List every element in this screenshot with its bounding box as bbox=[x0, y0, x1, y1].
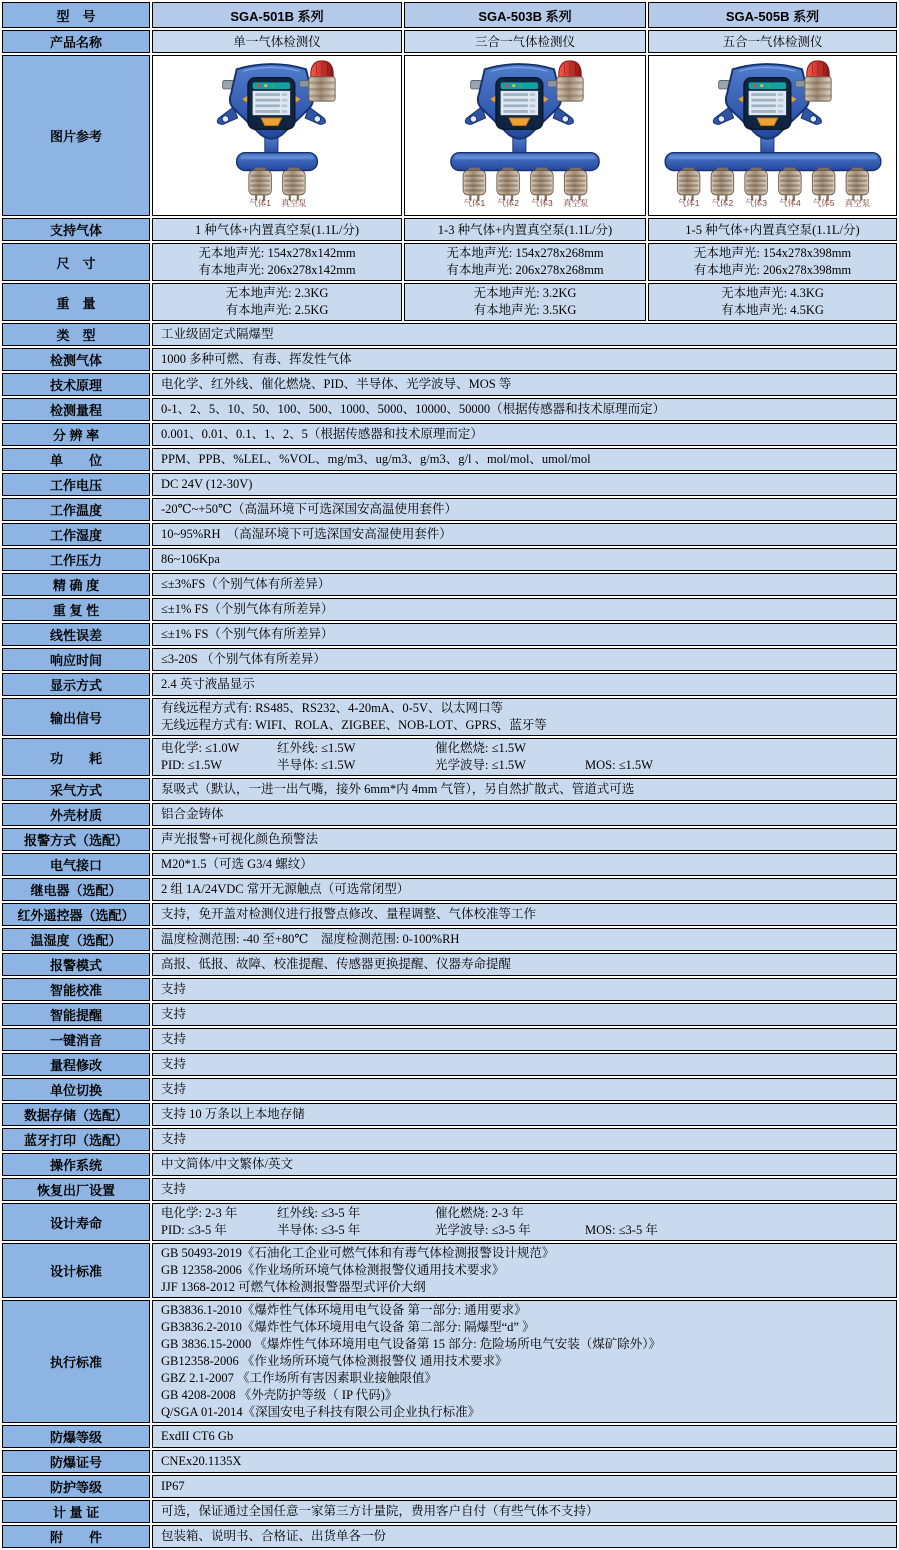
sensor-cylinder bbox=[711, 168, 734, 208]
sensor-label: 气体1 bbox=[463, 198, 486, 208]
value-segment bbox=[585, 740, 888, 757]
spec-row bbox=[2, 598, 897, 621]
weight-row bbox=[2, 283, 897, 321]
sensor-label: 真空泵 bbox=[281, 198, 307, 208]
image-reference-cell bbox=[152, 55, 402, 216]
value-segment: 光学波导: ≤3-5 年 bbox=[435, 1223, 531, 1237]
value-line: 0-1、2、5、10、50、100、500、1000、5000、10000、50000（根据传感器和技术原理而定） bbox=[161, 402, 666, 416]
spec-label-cell: 一键消音 bbox=[2, 1028, 150, 1051]
spec-label-cell: 继电器（选配） bbox=[2, 878, 150, 901]
size-row bbox=[2, 243, 897, 281]
spec-row bbox=[2, 673, 897, 696]
value-segment: MOS: ≤1.5W bbox=[585, 758, 653, 772]
sensor-cylinder bbox=[563, 168, 589, 208]
image-row-label: 图片参考 bbox=[2, 55, 150, 216]
device-illustration bbox=[658, 58, 888, 213]
spec-row bbox=[2, 803, 897, 826]
spec-value-cell bbox=[152, 473, 897, 496]
value-line: 有线远程方式有: RS485、RS232、4-20mA、0-5V、以太网口等 bbox=[161, 701, 504, 715]
sensor-label: 气体5 bbox=[812, 198, 834, 208]
value-line: 泵吸式（默认，一进一出气嘴，接外 6mm*内 4mm 气管），另自然扩散式、管道式可选 bbox=[161, 782, 635, 796]
spec-label-cell: 量程修改 bbox=[2, 1053, 150, 1076]
spec-row bbox=[2, 498, 897, 521]
spec-row bbox=[2, 373, 897, 396]
value-segment: 光学波导: ≤1.5W bbox=[435, 758, 526, 772]
spec-row bbox=[2, 853, 897, 876]
spec-value-cell bbox=[152, 673, 897, 696]
spec-label-cell: 报警模式 bbox=[2, 953, 150, 976]
gas-detector-illustration bbox=[410, 58, 640, 208]
product-name-cell: 五合一气体检测仪 bbox=[648, 30, 897, 53]
spec-value-cell bbox=[152, 803, 897, 826]
spec-value-cell bbox=[152, 953, 897, 976]
value-line: 无本地声光: 2.3KG bbox=[225, 286, 329, 300]
spec-value-cell bbox=[152, 498, 897, 521]
value-line: 支持 bbox=[161, 1082, 187, 1096]
spec-label-cell: 智能提醒 bbox=[2, 1003, 150, 1026]
weight-cell bbox=[152, 283, 402, 321]
spec-row bbox=[2, 1425, 897, 1448]
spec-label-cell: 检测量程 bbox=[2, 398, 150, 421]
spec-value-cell bbox=[152, 1028, 897, 1051]
spec-label-cell: 工作压力 bbox=[2, 548, 150, 571]
spec-value-cell bbox=[152, 1300, 897, 1423]
spec-label-cell: 线性误差 bbox=[2, 623, 150, 646]
value-line: M20*1.5（可选 G3/4 螺纹） bbox=[161, 857, 313, 871]
spec-value-cell bbox=[152, 1243, 897, 1298]
spec-label-cell: 单位切换 bbox=[2, 1078, 150, 1101]
value-line: 支持，免开盖对检测仪进行报警点修改、量程调整、气体校准等工作 bbox=[161, 907, 537, 921]
spec-label-cell: 工作电压 bbox=[2, 473, 150, 496]
spec-label-cell: 功 耗 bbox=[2, 738, 150, 776]
model-name-cell: SGA-503B 系列 bbox=[404, 2, 646, 28]
spec-row bbox=[2, 1300, 897, 1423]
spec-value-cell bbox=[152, 423, 897, 446]
spec-label-cell: 附 件 bbox=[2, 1525, 150, 1548]
spec-label-cell: 工作温度 bbox=[2, 498, 150, 521]
product-name-row bbox=[2, 30, 897, 53]
product-row-label: 产品名称 bbox=[2, 30, 150, 53]
spec-value-cell bbox=[152, 828, 897, 851]
value-line: ExdII CT6 Gb bbox=[161, 1429, 234, 1443]
spec-label-cell: 采气方式 bbox=[2, 778, 150, 801]
spec-label-cell: 蓝牙打印（选配） bbox=[2, 1128, 150, 1151]
value-segment: 催化燃烧: ≤1.5W bbox=[435, 741, 526, 755]
value-line: 有本地声光: 3.5KG bbox=[473, 303, 577, 317]
value-line: DC 24V (12-30V) bbox=[161, 477, 253, 491]
spec-value-cell bbox=[152, 1053, 897, 1076]
value-line: CNEx20.1135X bbox=[161, 1454, 242, 1468]
spec-label-cell: 响应时间 bbox=[2, 648, 150, 671]
value-line: 有本地声光: 206x278x142mm bbox=[198, 263, 356, 277]
sensor-label: 气体2 bbox=[497, 198, 519, 208]
manifold-highlight bbox=[455, 156, 596, 160]
spec-row bbox=[2, 448, 897, 471]
sensor-cylinder bbox=[677, 168, 700, 208]
spec-value-cell bbox=[152, 903, 897, 926]
spec-row bbox=[2, 1103, 897, 1126]
value-line: 无本地声光: 4.3KG bbox=[721, 286, 824, 300]
model-name-cell: SGA-501B 系列 bbox=[152, 2, 402, 28]
sensor-label: 气体1 bbox=[249, 198, 271, 208]
spec-label-cell: 设计寿命 bbox=[2, 1203, 150, 1241]
value-grid-line bbox=[161, 740, 888, 757]
spec-row bbox=[2, 1053, 897, 1076]
spec-value-cell bbox=[152, 738, 897, 776]
value-segment: 半导体: ≤1.5W bbox=[277, 758, 356, 772]
spec-row bbox=[2, 573, 897, 596]
spec-row bbox=[2, 1450, 897, 1473]
value-line: 2.4 英寸液晶显示 bbox=[161, 677, 255, 691]
value-line: 无本地声光: 154x278x142mm bbox=[198, 246, 356, 260]
value-line: 铝合金铸体 bbox=[161, 807, 224, 821]
spec-label-cell: 红外遥控器（选配） bbox=[2, 903, 150, 926]
value-line: 可选，保证通过全国任意一家第三方计量院，费用客户自付（有些气体不支持） bbox=[161, 1504, 599, 1518]
spec-value-cell bbox=[152, 1525, 897, 1548]
device-illustration bbox=[162, 58, 392, 213]
spec-value-cell bbox=[152, 1475, 897, 1498]
spec-value-cell bbox=[152, 1153, 897, 1176]
gas-detector-illustration bbox=[162, 58, 392, 208]
spec-row bbox=[2, 648, 897, 671]
spec-value-cell bbox=[152, 648, 897, 671]
product-name-cell: 三合一气体检测仪 bbox=[404, 30, 646, 53]
supported-gas-cell: 1-5 种气体+内置真空泵(1.1L/分) bbox=[648, 218, 897, 241]
supported-gas-label: 支持气体 bbox=[2, 218, 150, 241]
value-line: 0.001、0.01、0.1、1、2、5（根据传感器和技术原理而定） bbox=[161, 427, 483, 441]
spec-row bbox=[2, 473, 897, 496]
spec-value-cell bbox=[152, 448, 897, 471]
sensor-cylinder bbox=[463, 168, 486, 208]
spec-label-cell: 检测气体 bbox=[2, 348, 150, 371]
device-manifold-bar bbox=[665, 153, 881, 171]
value-line: GBZ 2.1-2007 《工作场所有害因素职业接触限值》 bbox=[161, 1371, 438, 1385]
spec-row bbox=[2, 1003, 897, 1026]
spec-row bbox=[2, 1078, 897, 1101]
spec-row bbox=[2, 1128, 897, 1151]
spec-label-cell: 报警方式（选配） bbox=[2, 828, 150, 851]
sensor-cylinder bbox=[844, 168, 870, 208]
keypad-button bbox=[509, 118, 530, 126]
weight-cell bbox=[648, 283, 897, 321]
value-segment: MOS: ≤3-5 年 bbox=[585, 1223, 658, 1237]
sensor-label: 真空泵 bbox=[844, 198, 870, 208]
spec-value-cell bbox=[152, 1103, 897, 1126]
spec-value-cell bbox=[152, 978, 897, 1001]
sensor-cylinder bbox=[778, 168, 801, 208]
spec-label-cell: 温湿度（选配） bbox=[2, 928, 150, 951]
spec-value-cell bbox=[152, 1078, 897, 1101]
sensor-label: 气体3 bbox=[531, 198, 553, 208]
value-line: IP67 bbox=[161, 1479, 185, 1493]
detector-body bbox=[713, 64, 821, 139]
value-segment bbox=[585, 1205, 888, 1222]
size-cell bbox=[648, 243, 897, 281]
supported-gas-cell: 1 种气体+内置真空泵(1.1L/分) bbox=[152, 218, 402, 241]
value-line: 有本地声光: 206x278x398mm bbox=[693, 263, 852, 277]
device-manifold-bar bbox=[237, 153, 318, 171]
spec-value-cell bbox=[152, 373, 897, 396]
sensor-cylinder bbox=[249, 168, 272, 208]
value-line: 无本地声光: 154x278x268mm bbox=[446, 246, 604, 260]
spec-row bbox=[2, 1475, 897, 1498]
spec-label-cell: 显示方式 bbox=[2, 673, 150, 696]
spec-row bbox=[2, 1203, 897, 1241]
value-line: 中文简体/中文繁体/英文 bbox=[161, 1157, 293, 1171]
value-line: GB3836.2-2010《爆炸性气体环境用电气设备 第二部分: 隔爆型“d” 》 bbox=[161, 1320, 535, 1334]
spec-label-cell: 防爆等级 bbox=[2, 1425, 150, 1448]
value-line: 包装箱、说明书、合格证、出货单各一份 bbox=[161, 1529, 387, 1543]
weight-row-label: 重 量 bbox=[2, 283, 150, 321]
size-cell bbox=[404, 243, 646, 281]
spec-value-cell bbox=[152, 348, 897, 371]
image-reference-cell bbox=[404, 55, 646, 216]
value-line: 86~106Kpa bbox=[161, 552, 220, 566]
spec-value-cell bbox=[152, 853, 897, 876]
spec-row bbox=[2, 1525, 897, 1548]
spec-row bbox=[2, 523, 897, 546]
value-line: GB3836.1-2010《爆炸性气体环境用电气设备 第一部分: 通用要求》 bbox=[161, 1303, 527, 1317]
spec-row bbox=[2, 778, 897, 801]
spec-row bbox=[2, 828, 897, 851]
gas-detector-illustration bbox=[658, 58, 888, 208]
value-line: Q/SGA 01-2014《深国安电子科技有限公司企业执行标准》 bbox=[161, 1405, 481, 1419]
value-line: 10~95%RH （高湿环境下可选深国安高湿使用套件） bbox=[161, 527, 452, 541]
supported-gas-row bbox=[2, 218, 897, 241]
value-line: 支持 bbox=[161, 982, 187, 996]
spec-row bbox=[2, 398, 897, 421]
value-line: 无本地声光: 154x278x398mm bbox=[693, 246, 852, 260]
spec-row bbox=[2, 423, 897, 446]
spec-row bbox=[2, 698, 897, 736]
spec-value-cell bbox=[152, 1425, 897, 1448]
sensor-cylinder bbox=[531, 168, 554, 208]
value-line: 支持 bbox=[161, 1032, 187, 1046]
value-line: 温度检测范围: -40 至+80℃ 湿度检测范围: 0-100%RH bbox=[161, 932, 460, 946]
spec-value-cell bbox=[152, 878, 897, 901]
value-line: GB12358-2006 《作业场所环境气体检测报警仪 通用技术要求》 bbox=[161, 1354, 508, 1368]
spec-value-cell bbox=[152, 1500, 897, 1523]
spec-row bbox=[2, 903, 897, 926]
spec-label-cell: 精 确 度 bbox=[2, 573, 150, 596]
value-line: 1000 多种可燃、有毒、挥发性气体 bbox=[161, 352, 352, 366]
value-line: 有本地声光: 4.5KG bbox=[721, 303, 824, 317]
spec-label-cell: 技术原理 bbox=[2, 373, 150, 396]
spec-value-cell bbox=[152, 778, 897, 801]
spec-label-cell: 防护等级 bbox=[2, 1475, 150, 1498]
spec-value-cell bbox=[152, 573, 897, 596]
model-row-label: 型 号 bbox=[2, 2, 150, 28]
spec-value-cell bbox=[152, 1128, 897, 1151]
sensor-label: 气体4 bbox=[778, 198, 801, 208]
image-reference-cell bbox=[648, 55, 897, 216]
spec-row bbox=[2, 1028, 897, 1051]
value-segment: 红外线: ≤1.5W bbox=[277, 741, 356, 755]
value-line: 支持 bbox=[161, 1132, 187, 1146]
detector-body bbox=[217, 64, 325, 139]
value-line: 支持 bbox=[161, 1057, 187, 1071]
value-line: 无本地声光: 3.2KG bbox=[473, 286, 577, 300]
spec-label-cell: 类 型 bbox=[2, 323, 150, 346]
spec-value-cell bbox=[152, 698, 897, 736]
value-segment: 红外线: ≤3-5 年 bbox=[277, 1206, 361, 1220]
value-line: ≤±1% FS（个别气体有所差异） bbox=[161, 602, 334, 616]
value-line: GB 3836.15-2000 《爆炸性气体环境用电气设备第 15 部分: 危险场所电气安装（煤矿除外）》 bbox=[161, 1337, 662, 1351]
value-grid-line bbox=[161, 1205, 888, 1222]
spec-label-cell: 设计标准 bbox=[2, 1243, 150, 1298]
manifold-highlight bbox=[668, 156, 876, 160]
weight-cell bbox=[404, 283, 646, 321]
value-line: 声光报警+可视化颜色预警法 bbox=[161, 832, 319, 846]
spec-row bbox=[2, 953, 897, 976]
value-grid-line bbox=[161, 1222, 888, 1239]
spec-row bbox=[2, 1243, 897, 1298]
spec-row bbox=[2, 878, 897, 901]
spec-value-cell bbox=[152, 928, 897, 951]
spec-row bbox=[2, 1178, 897, 1201]
value-line: ≤3-20S （个别气体有所差异） bbox=[161, 652, 326, 666]
spec-label-cell: 计 量 证 bbox=[2, 1500, 150, 1523]
spec-value-cell bbox=[152, 398, 897, 421]
spec-label-cell: 恢复出厂设置 bbox=[2, 1178, 150, 1201]
spec-label-cell: 智能校准 bbox=[2, 978, 150, 1001]
spec-value-cell bbox=[152, 323, 897, 346]
value-line: 无线远程方式有: WIFI、ROLA、ZIGBEE、NOB-LOT、GPRS、蓝牙等 bbox=[161, 718, 547, 732]
manifold-highlight bbox=[240, 156, 313, 160]
spec-value-cell bbox=[152, 548, 897, 571]
image-reference-row bbox=[2, 55, 897, 216]
size-row-label: 尺 寸 bbox=[2, 243, 150, 281]
value-line: GB 4208-2008 《外壳防护等级（ IP 代码)》 bbox=[161, 1388, 398, 1402]
value-line: ≤±3%FS（个别气体有所差异） bbox=[161, 577, 331, 591]
product-name-cell: 单一气体检测仪 bbox=[152, 30, 402, 53]
model-header-row bbox=[2, 2, 897, 28]
value-segment: 半导体: ≤3-5 年 bbox=[277, 1223, 361, 1237]
spec-label-cell: 操作系统 bbox=[2, 1153, 150, 1176]
spec-label-cell: 工作湿度 bbox=[2, 523, 150, 546]
spec-label-cell: 防爆证号 bbox=[2, 1450, 150, 1473]
spec-row bbox=[2, 738, 897, 776]
value-line: 支持 bbox=[161, 1007, 187, 1021]
spec-row bbox=[2, 323, 897, 346]
value-line: GB 12358-2006《作业场所环境气体检测报警仪通用技术要求》 bbox=[161, 1263, 505, 1277]
value-segment: 催化燃烧: 2-3 年 bbox=[435, 1206, 524, 1220]
value-line: 有本地声光: 2.5KG bbox=[225, 303, 329, 317]
value-line: 支持 10 万条以上本地存储 bbox=[161, 1107, 305, 1121]
keypad-button bbox=[757, 118, 778, 126]
value-line: PPM、PPB、%LEL、%VOL、mg/m3、ug/m3、g/m3、g/l 、mol/mol、umol/mol bbox=[161, 452, 591, 466]
spec-label-cell: 输出信号 bbox=[2, 698, 150, 736]
value-line: JJF 1368-2012 可燃气体检测报警器型式评价大纲 bbox=[161, 1280, 426, 1294]
value-segment: 电化学: 2-3 年 bbox=[161, 1206, 238, 1220]
spec-label-cell: 执行标准 bbox=[2, 1300, 150, 1423]
size-cell bbox=[152, 243, 402, 281]
value-line: ≤±1% FS（个别气体有所差异） bbox=[161, 627, 334, 641]
sensor-cylinder bbox=[281, 168, 307, 208]
spec-row bbox=[2, 1153, 897, 1176]
sensor-cylinder bbox=[812, 168, 835, 208]
spec-label-cell: 电气接口 bbox=[2, 853, 150, 876]
spec-label-cell: 外壳材质 bbox=[2, 803, 150, 826]
spec-value-cell bbox=[152, 1003, 897, 1026]
value-grid-line bbox=[161, 757, 888, 774]
spec-value-cell bbox=[152, 623, 897, 646]
value-line: 电化学、红外线、催化燃烧、PID、半导体、光学波导、MOS 等 bbox=[161, 377, 512, 391]
spec-row bbox=[2, 978, 897, 1001]
sensor-label: 气体1 bbox=[677, 198, 699, 208]
detector-body bbox=[465, 64, 573, 139]
spec-label-cell: 单 位 bbox=[2, 448, 150, 471]
spec-label-cell: 数据存储（选配） bbox=[2, 1103, 150, 1126]
value-line: 2 组 1A/24VDC 常开无源触点（可选常闭型） bbox=[161, 882, 410, 896]
spec-row bbox=[2, 348, 897, 371]
sensor-label: 气体3 bbox=[744, 198, 767, 208]
sensor-cylinder bbox=[497, 168, 520, 208]
spec-row bbox=[2, 623, 897, 646]
spec-value-cell bbox=[152, 523, 897, 546]
value-line: 支持 bbox=[161, 1182, 187, 1196]
value-segment: 电化学: ≤1.0W bbox=[161, 741, 240, 755]
value-line: 工业级固定式隔爆型 bbox=[161, 327, 274, 341]
value-segment: PID: ≤3-5 年 bbox=[161, 1223, 227, 1237]
spec-value-cell bbox=[152, 1203, 897, 1241]
spec-row bbox=[2, 1500, 897, 1523]
device-illustration bbox=[410, 58, 640, 213]
spec-label-cell: 重 复 性 bbox=[2, 598, 150, 621]
spec-value-cell bbox=[152, 1450, 897, 1473]
spec-label-cell: 分 辨 率 bbox=[2, 423, 150, 446]
sensor-label: 气体2 bbox=[711, 198, 733, 208]
sensor-cylinder bbox=[744, 168, 767, 208]
keypad-button bbox=[261, 118, 282, 126]
supported-gas-cell: 1-3 种气体+内置真空泵(1.1L/分) bbox=[404, 218, 646, 241]
value-segment: PID: ≤1.5W bbox=[161, 758, 223, 772]
spec-value-cell bbox=[152, 1178, 897, 1201]
spec-row bbox=[2, 928, 897, 951]
model-name-cell: SGA-505B 系列 bbox=[648, 2, 897, 28]
value-line: 高报、低报、故障、校准提醒、传感器更换提醒、仪器寿命提醒 bbox=[161, 957, 512, 971]
value-line: -20℃~+50℃（高温环境下可选深国安高温使用套件） bbox=[161, 502, 457, 516]
spec-value-cell bbox=[152, 598, 897, 621]
spec-row bbox=[2, 548, 897, 571]
sensor-label: 真空泵 bbox=[562, 198, 589, 208]
value-line: 有本地声光: 206x278x268mm bbox=[446, 263, 604, 277]
value-line: GB 50493-2019《石油化工企业可燃气体和有毒气体检测报警设计规范》 bbox=[161, 1246, 555, 1260]
